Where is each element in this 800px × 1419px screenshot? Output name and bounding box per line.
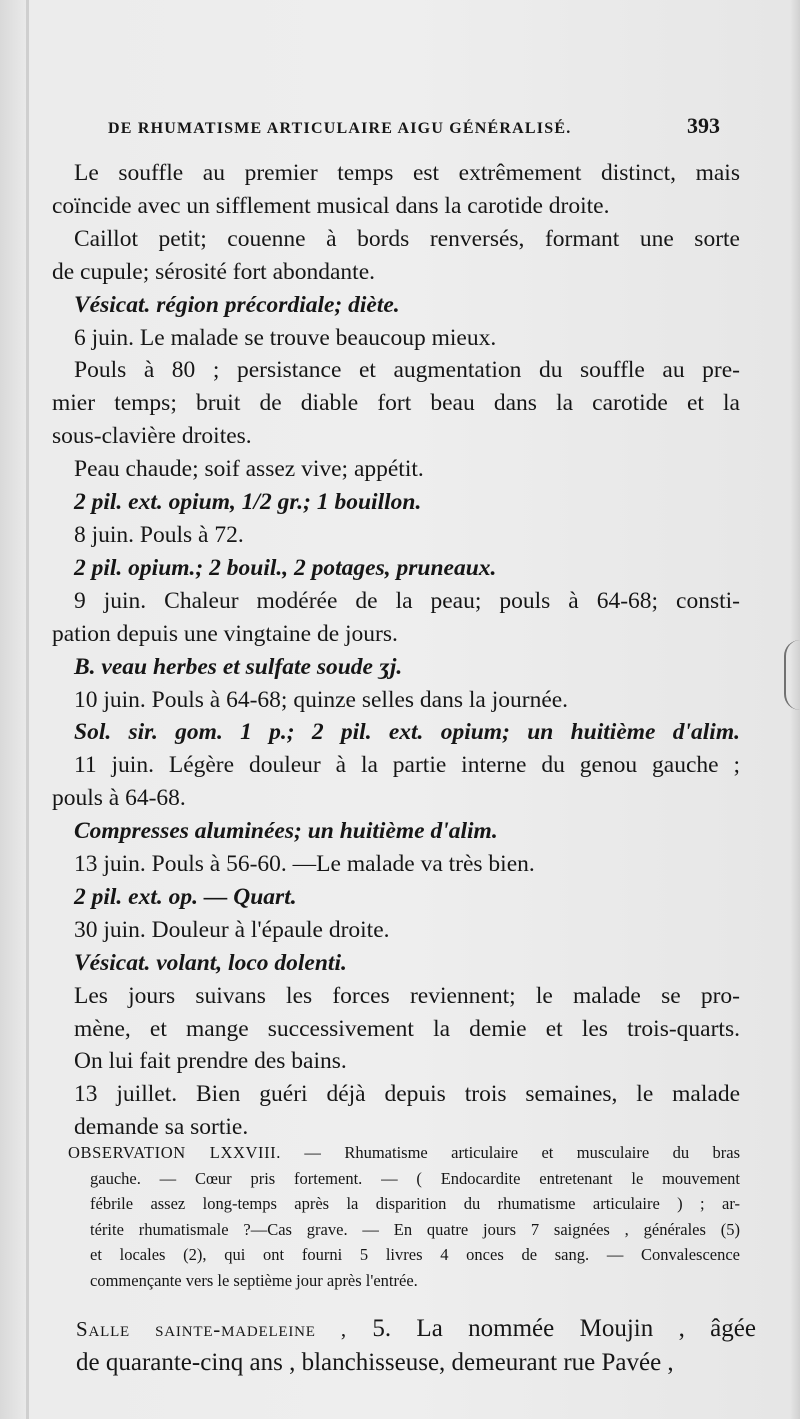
text-line: On lui fait prendre des bains. — [74, 1048, 347, 1075]
observation-line: gauche. — Cœur pris fortement. — ( Endocardite entretenant le mouvement — [90, 1168, 740, 1188]
observation-line: commençante vers le septième jour après l'entrée. — [90, 1270, 418, 1290]
text-line: Caillot petit; couenne à bords renversés, formant une sorte — [74, 225, 740, 252]
text-line: mène, et mange successivement la demie et les trois-quarts. — [74, 1015, 740, 1042]
text-line: 13 juillet. Bien guéri déjà depuis trois semaines, le malade — [74, 1081, 740, 1108]
margin-mark — [784, 640, 800, 710]
observation-line: — Rhumatisme articulaire et musculaire du bras — [304, 1143, 740, 1162]
text-line: Pouls à 80 ; persistance et augmentation du souffle au pre- — [74, 357, 740, 384]
text-line: 13 juin. Pouls à 56-60. —Le malade va très bien. — [74, 851, 535, 878]
text-line: 8 juin. Pouls à 72. — [74, 521, 244, 548]
text-line: Peau chaude; soif assez vive; appétit. — [74, 456, 424, 483]
text-line: pouls à 64-68. — [52, 785, 186, 812]
text-line: sous-clavière droites. — [52, 423, 252, 450]
observation-line: et locales (2), qui ont fourni 5 livres 4 onces de sang. — Convalescence — [90, 1245, 740, 1264]
observation-line: térite rhumatismale ?—Cas grave. — En quatre jours 7 saignées , générales (5) — [90, 1219, 740, 1239]
text-line: mier temps; bruit de diable fort beau dans la carotide et la — [52, 390, 740, 417]
text-line: coïncide avec un sifflement musical dans la carotide droite. — [52, 192, 610, 219]
next-case-line — [76, 1312, 756, 1346]
text-line: Sol. sir. gom. 1 p.; 2 pil. ext. opium; un huitième d'alim. — [74, 719, 740, 746]
observation-first-line — [68, 1140, 740, 1166]
text-line: 2 pil. opium.; 2 bouil., 2 potages, pruneaux. — [74, 554, 497, 581]
next-case-text: 5. La nommée Moujin , âgée — [372, 1315, 756, 1342]
text-line: demande sa sortie. — [74, 1114, 249, 1141]
text-line: Vésicat. région précordiale; diète. — [74, 291, 400, 318]
text-line: 30 juin. Douleur à l'épaule droite. — [74, 916, 390, 943]
text-line: 10 juin. Pouls à 64-68; quinze selles dans la journée. — [74, 686, 569, 713]
text-line: 2 pil. ext. op. — Quart. — [74, 883, 297, 910]
ward-name: Salle sainte-madeleine , — [76, 1317, 347, 1341]
text-line: Vésicat. volant, loco dolenti. — [74, 949, 347, 976]
running-header-title: DE RHUMATISME ARTICULAIRE AIGU GÉNÉRALISÉ. — [108, 120, 572, 137]
text-line: Le souffle au premier temps est extrêmement distinct, mais — [74, 160, 740, 186]
next-case-line: de quarante-cinq ans , blanchisseuse, demeurant rue Pavée , — [76, 1349, 674, 1376]
text-line: de cupule; sérosité fort abondante. — [52, 258, 376, 285]
text-line: 9 juin. Chaleur modérée de la peau; pouls à 64-68; consti- — [74, 587, 740, 614]
observation-summary — [68, 1140, 740, 1293]
body-text — [52, 157, 740, 1144]
text-line: Les jours suivans les forces reviennent; le malade se pro- — [74, 982, 740, 1009]
running-header — [108, 113, 720, 139]
text-line: 2 pil. ext. opium, 1/2 gr.; 1 bouillon. — [74, 489, 422, 516]
text-line: 6 juin. Le malade se trouve beaucoup mieux. — [74, 324, 497, 351]
text-line: pation depuis une vingtaine de jours. — [52, 620, 398, 647]
text-line: B. veau herbes et sulfate soude ʒj. — [74, 653, 403, 680]
text-line: Compresses aluminées; un huitième d'alim. — [74, 818, 498, 845]
observation-heading: OBSERVATION LXXVIII. — [68, 1143, 281, 1162]
page-gutter-shadow — [26, 0, 29, 1419]
page-number: 393 — [687, 113, 720, 138]
observation-line: fébrile assez long-temps après la disparition du rhumatisme articulaire ) ; ar- — [90, 1194, 740, 1213]
next-case-intro — [76, 1312, 756, 1379]
text-line: 11 juin. Légère douleur à la partie interne du genou gauche ; — [74, 752, 740, 779]
